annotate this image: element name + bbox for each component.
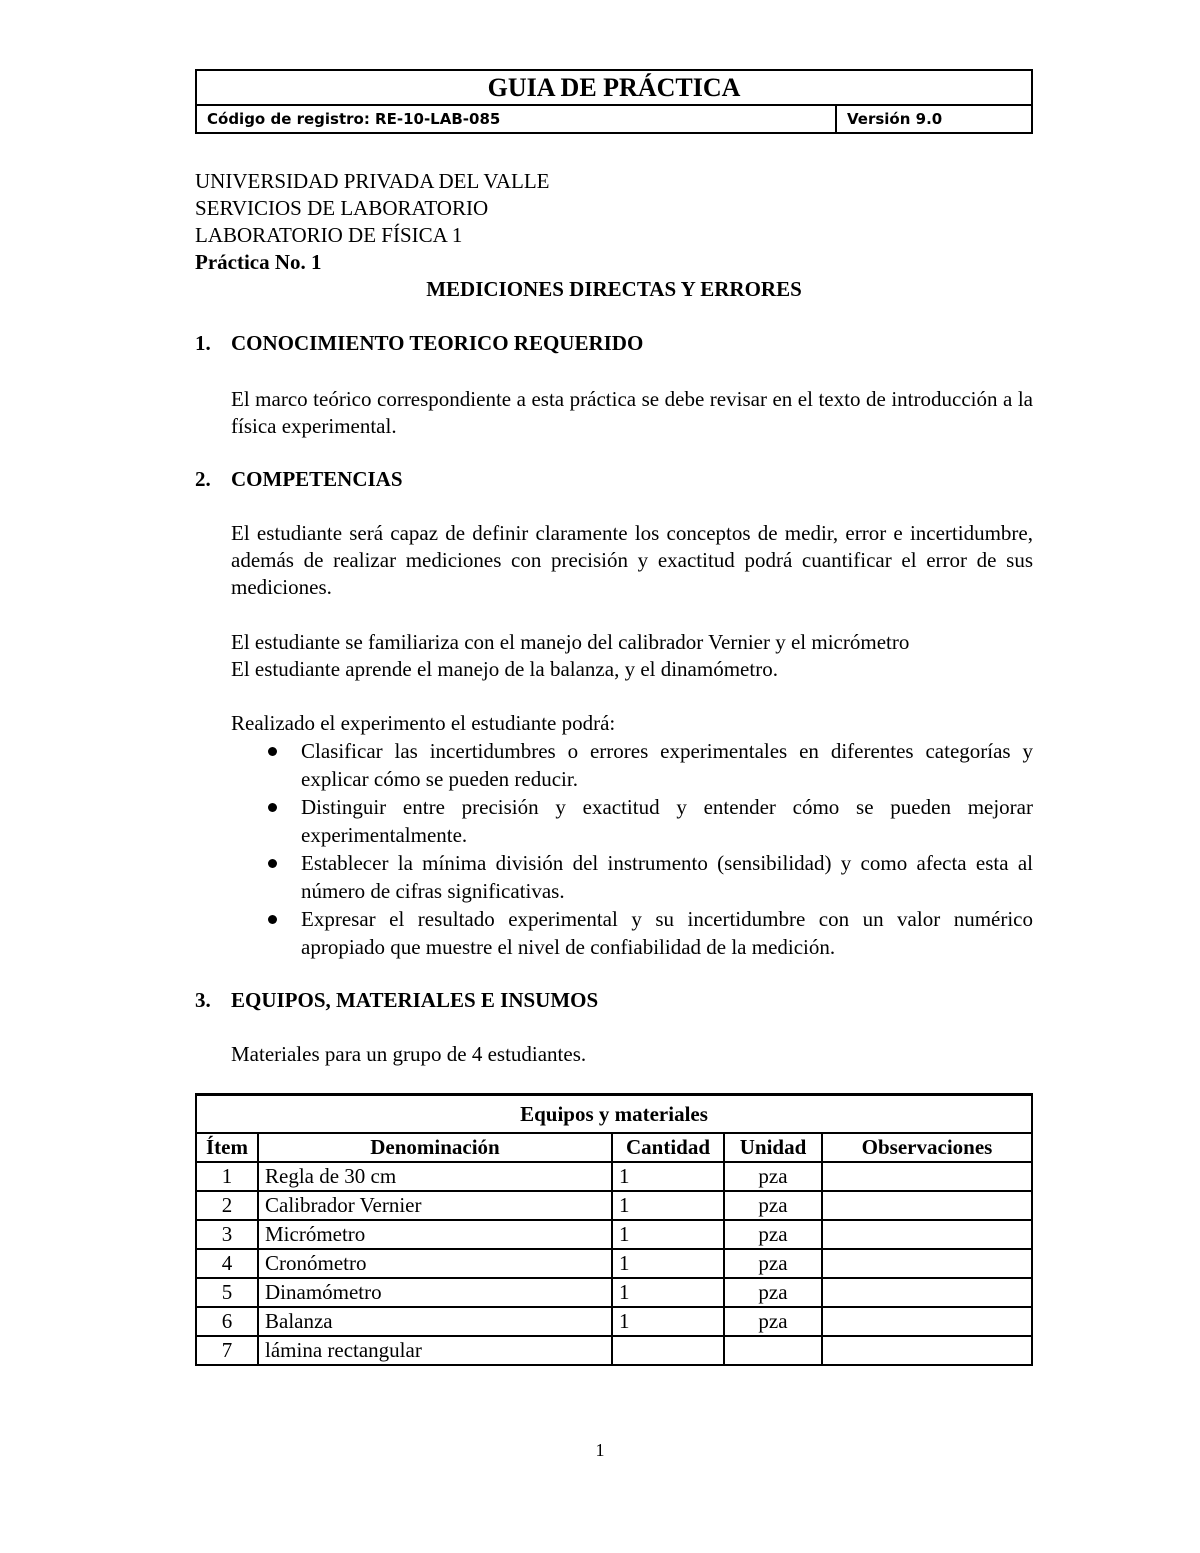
quantity-cell	[612, 1336, 724, 1365]
name-cell: Regla de 30 cm	[258, 1162, 612, 1191]
table-caption: Equipos y materiales	[196, 1095, 1032, 1134]
section-2-paragraph-4: Realizado el experimento el estudiante podrá:	[231, 711, 616, 735]
item-cell: 4	[196, 1249, 258, 1278]
item-cell: 7	[196, 1336, 258, 1365]
observations-cell	[822, 1307, 1032, 1336]
section-3-title: EQUIPOS, MATERIALES E INSUMOS	[231, 988, 599, 1012]
quantity-cell: 1	[612, 1220, 724, 1249]
item-cell: 1	[196, 1162, 258, 1191]
observations-cell	[822, 1249, 1032, 1278]
competencies-list	[231, 737, 1033, 961]
bullet-icon	[268, 803, 277, 812]
section-1-title: CONOCIMIENTO TEORICO REQUERIDO	[231, 331, 644, 355]
unit-cell: pza	[724, 1307, 822, 1336]
section-1-paragraph: El marco teórico correspondiente a esta práctica se debe revisar en el texto de introducción a la física experimental.	[231, 387, 1033, 438]
quantity-cell: 1	[612, 1278, 724, 1307]
section-2-paragraph-3: El estudiante aprende el manejo de la balanza, y el dinamómetro.	[231, 657, 778, 681]
name-cell: Balanza	[258, 1307, 612, 1336]
item-cell: 3	[196, 1220, 258, 1249]
unit-cell: pza	[724, 1278, 822, 1307]
practice-title: MEDICIONES DIRECTAS Y ERRORES	[426, 277, 802, 301]
observations-cell	[822, 1336, 1032, 1365]
quantity-cell: 1	[612, 1249, 724, 1278]
observations-cell	[822, 1162, 1032, 1191]
section-2-paragraph-2: El estudiante se familiariza con el manejo del calibrador Vernier y el micrómetro	[231, 630, 910, 654]
services-name: SERVICIOS DE LABORATORIO	[195, 196, 489, 220]
name-cell: lámina rectangular	[258, 1336, 612, 1365]
table-row	[196, 1307, 1032, 1336]
column-header-quantity: Cantidad	[612, 1133, 724, 1162]
unit-cell: pza	[724, 1191, 822, 1220]
quantity-cell: 1	[612, 1162, 724, 1191]
unit-cell: pza	[724, 1162, 822, 1191]
header-meta-row	[197, 106, 1031, 132]
section-2-number: 2.	[195, 467, 211, 491]
document-title: GUIA DE PRÁCTICA	[197, 71, 1031, 106]
section-2-title: COMPETENCIAS	[231, 467, 403, 491]
quantity-cell: 1	[612, 1307, 724, 1336]
table-row	[196, 1336, 1032, 1365]
laboratory-name: LABORATORIO DE FÍSICA 1	[195, 223, 463, 247]
registration-code: Código de registro: RE-10-LAB-085	[197, 106, 837, 132]
list-item	[231, 737, 1033, 793]
section-3-paragraph: Materiales para un grupo de 4 estudiantes.	[231, 1042, 587, 1066]
observations-cell	[822, 1220, 1032, 1249]
section-2-paragraph-1: El estudiante será capaz de definir claramente los conceptos de medir, error e incertidumbre, además de realizar mediciones con precisión y exactitud podrá cuantificar el error de sus mediciones.	[231, 521, 1033, 599]
quantity-cell: 1	[612, 1191, 724, 1220]
table-header-row	[196, 1133, 1032, 1162]
section-1-number: 1.	[195, 331, 211, 355]
practice-number: Práctica No. 1	[195, 250, 322, 274]
list-item-text: Establecer la mínima división del instrumento (sensibilidad) y como afecta esta al número de cifras significativas.	[301, 851, 1033, 903]
name-cell: Calibrador Vernier	[258, 1191, 612, 1220]
item-cell: 5	[196, 1278, 258, 1307]
column-header-observations: Observaciones	[822, 1133, 1032, 1162]
list-item-text: Clasificar las incertidumbres o errores experimentales en diferentes categorías y explicar cómo se pueden reducir.	[301, 739, 1033, 791]
list-item-text: Expresar el resultado experimental y su incertidumbre con un valor numérico apropiado que muestre el nivel de confiabilidad de la medición.	[301, 907, 1033, 959]
table-row	[196, 1249, 1032, 1278]
name-cell: Micrómetro	[258, 1220, 612, 1249]
page-number: 1	[595, 1440, 605, 1460]
column-header-name: Denominación	[258, 1133, 612, 1162]
list-item	[231, 849, 1033, 905]
observations-cell	[822, 1191, 1032, 1220]
item-cell: 6	[196, 1307, 258, 1336]
observations-cell	[822, 1278, 1032, 1307]
list-item	[231, 905, 1033, 961]
bullet-icon	[268, 915, 277, 924]
document-header	[195, 69, 1033, 134]
column-header-unit: Unidad	[724, 1133, 822, 1162]
table-row	[196, 1162, 1032, 1191]
table-row	[196, 1220, 1032, 1249]
list-item	[231, 793, 1033, 849]
list-item-text: Distinguir entre precisión y exactitud y entender cómo se pueden mejorar experimentalmente.	[301, 795, 1033, 847]
table-row	[196, 1191, 1032, 1220]
bullet-icon	[268, 859, 277, 868]
name-cell: Dinamómetro	[258, 1278, 612, 1307]
column-header-item: Ítem	[196, 1133, 258, 1162]
name-cell: Cronómetro	[258, 1249, 612, 1278]
university-name: UNIVERSIDAD PRIVADA DEL VALLE	[195, 169, 550, 193]
table-caption-row	[196, 1095, 1032, 1134]
version-label: Versión 9.0	[847, 110, 943, 128]
table-row	[196, 1278, 1032, 1307]
equipment-table	[195, 1093, 1033, 1366]
unit-cell	[724, 1336, 822, 1365]
unit-cell: pza	[724, 1249, 822, 1278]
section-3-number: 3.	[195, 988, 211, 1012]
bullet-icon	[268, 747, 277, 756]
item-cell: 2	[196, 1191, 258, 1220]
unit-cell: pza	[724, 1220, 822, 1249]
